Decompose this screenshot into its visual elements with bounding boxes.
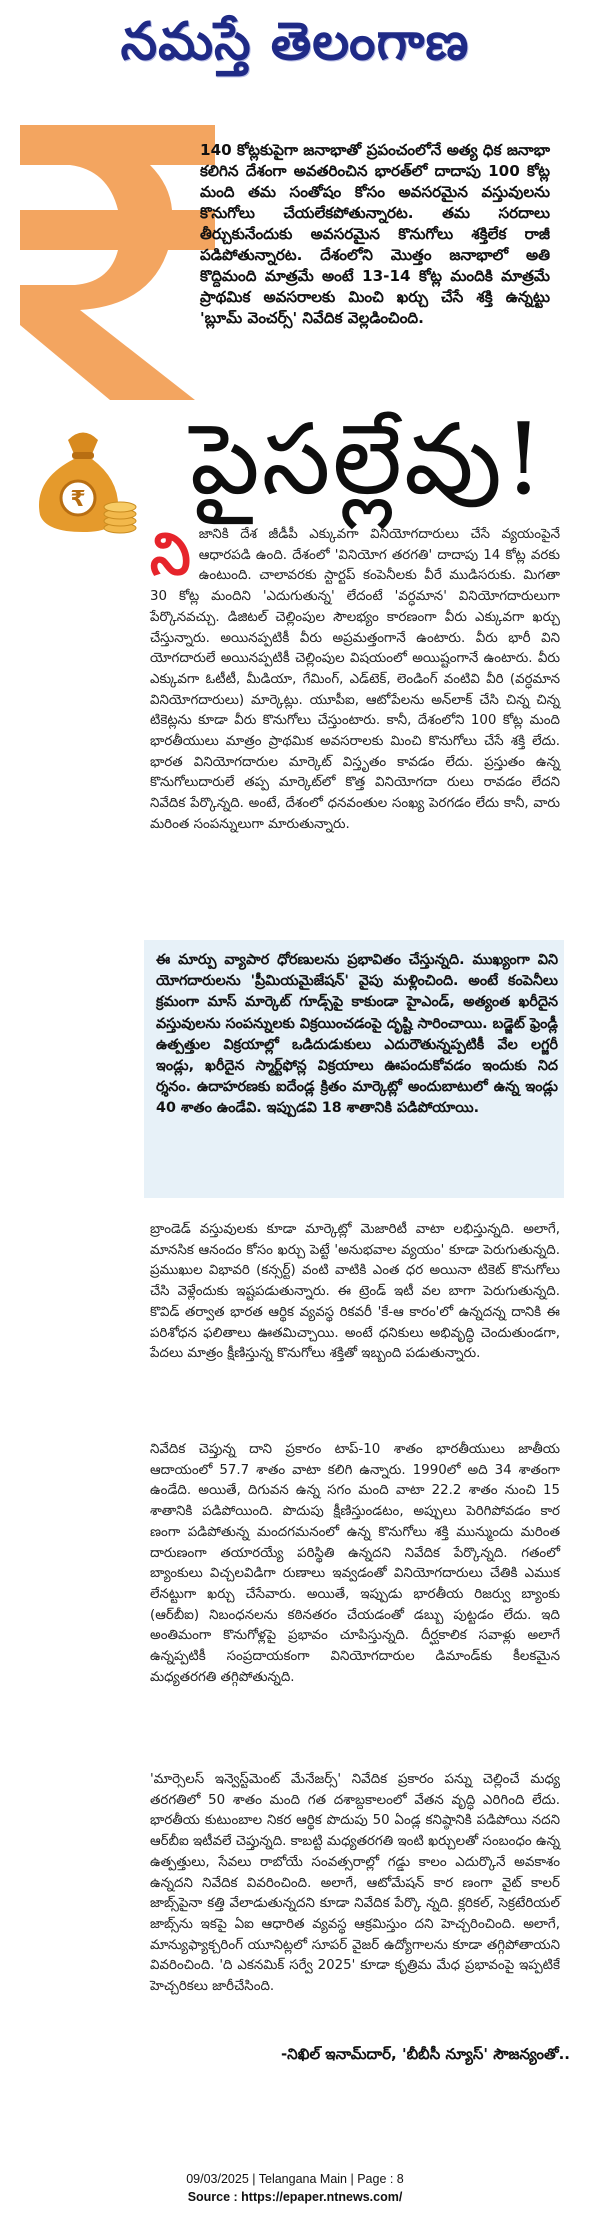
article-paragraph-1 [150,520,560,836]
masthead [0,0,590,96]
highlight-text: ఈ మార్పు వ్యాపార ధోరణులను ప్రభావితం చేస్తున్నది. ముఖ్యంగా విని యోగదారులను 'ప్రీమియమైజేషన్' వైపు మళ్లించింది. అంటే కంపెనీలు క్రమంగా మాస్ మార్కెట్ గూడ్స్‌పై కాకుండా హైఎండ్, అత్యంత ఖరీదైన వస్తువులను సంపన్నులకు విక్రయించడంపై దృష్టి సారించాయి. బడ్జెట్ ఫ్రెండ్లీ ఉత్పత్తుల విక్రయాల్లో ఒడిదుడుకులు ఎదురౌతున్నప్పటికీ వేల లగ్జరీ ఇండ్లు, ఖరీదైన స్మార్ట్‌ఫోన్ల విక్రయాలు ఊపందుకోవడం ఇందుకు నిద ర్శనం. ఉదాహరణకు ఐదేండ్ల క్రితం మార్కెట్లో అందుబాటులో ఉన్న ఇండ్లు 40 శాతం ఉండేవి. ఇప్పుడవి 18 శాతానికి పడిపోయాయి. [156,952,558,1117]
dropcap: ని [150,520,191,588]
paragraph-text: జానికి దేశ జీడీపీ ఎక్కువగా వినియోగదారులు చేసే వ్యయంపైనే ఆధారపడి ఉంది. దేశంలో 'వినియోగ తరగతి' దాదాపు 14 కోట్ల వరకు ఉంటుంది. చాలావరకు స్టార్టప్ కంపెనీలకు వీరే ముడిసరుకు. మిగతా 30 కోట్ల మందిని 'ఎదుగుతున్న' లేదంటే 'వర్ధమాన' వినియోగదారులుగా పేర్కొనవచ్చు. డిజిటల్ చెల్లింపుల సౌలభ్యం కారణంగా వీరు ఎక్కువగా ఖర్చు చేస్తున్నారు. అయినప్పటికీ వీరు అప్రమత్తంగానే ఉంటారు. వీరు భారీ విని యోగదారులే అయినప్పటికీ చెల్లింపుల విషయంలో అయిష్టంగానే ఉంటారు. వీరు ఎక్కువగా ఓటీటీ, మీడియా, గేమింగ్, ఎడ్‌టెక్, లెండింగ్ వంటివి వీరి (వర్ధమాన వినియోగదారులు) మార్కెట్లు. యూపీఐ, ఆటోపేలను అన్‌లాక్ చేసి చిన్న చిన్న టికెట్లను కూడా వీరు కొనుగోలు చేస్తుంటారు. కానీ, దేశంలోని 100 కోట్ల మంది భారతీయులు మాత్రం ప్రాథమిక అవసరాలకు మించి కొనుగోలు చేసే శక్తి లేదు. భారత వినియోగదారుల మార్కెట్ విస్తృతం కావడం లేదు. ప్రస్తుతం ఉన్న కొనుగోలుదారులే తప్ప మార్కెట్‌లో కొత్త వినియోగదా రులు రావడం లేదని నివేదిక పేర్కొన్నది. అంటే, దేశంలో ధనవంతుల సంఖ్య పెరగడం లేదు కానీ, వారు మరింత సంపన్నులుగా మారుతున్నారు. [150,527,560,832]
money-bag-icon [28,420,138,538]
article-paragraph-4 [150,1770,560,1998]
svg-text:₹: ₹ [70,487,86,512]
rupee-symbol-icon [0,110,230,410]
source-link[interactable]: Source : https://epaper.ntnews.com/ [187,2190,403,2204]
footer [0,2170,590,2206]
newspaper-title: నమస్తే తెలంగాణ [120,11,470,72]
dateline: 09/03/2025 | Telangana Main | Page : 8 [186,2172,404,2186]
paragraph-text: 'మార్సెలస్ ఇన్వెస్ట్‌మెంట్ మేనేజర్స్' నివేదిక ప్రకారం పన్ను చెల్లించే మధ్య తరగతిలో 50 శాతం మంది గత దశాబ్దకాలంలో వేతన వృద్ధి ఎరిగింది లేదు. భారతీయ కుటుంబాల నికర ఆర్థిక పొదుపు 50 ఏండ్ల కనిష్ఠానికి పడిపోయి నదని ఆర్‌బీఐ ఇటీవలే చెప్తున్నది. కాబట్టి మధ్యతరగతి ఇంటి ఖర్చులతో సంబంధం ఉన్న ఉత్పత్తులు, సేవలు రాబోయే సంవత్సరాల్లో గడ్డు కాలం ఎదుర్కొనే అవకాశం ఉన్నదని నివేదిక వివరించింది. అలాగే, ఆటోమేషన్ కార ణంగా వైట్ కాలర్ జాబ్స్‌పైనా కత్తి వేలాడుతున్నదని కూడా నివేదిక పేర్కొ న్నది. క్లరికల్, సెక్రటేరియల్ జాబ్స్‌ను ఇకపై ఏఐ ఆధారిత వ్యవస్థ ఆక్రమిస్తుం దని హెచ్చరించింది. అలాగే, మాన్యుఫ్యాక్చరింగ్ యూనిట్లలో సూపర్ వైజర్ ఉద్యోగాలను కూడా తగ్గిపోతాయని వివరించింది. 'ది ఎకనమిక్ సర్వే 2025' కూడా కృత్రిమ మేధ ప్రభావంపై ఇప్పటికే హెచ్చరికలు జారీచేసింది. [150,1772,561,1995]
article-paragraph-3 [150,1440,560,1688]
article-paragraph-2 [150,1220,560,1365]
paragraph-text: బ్రాండెడ్ వస్తువులకు కూడా మార్కెట్లో మెజారిటీ వాటా లభిస్తున్నది. అలాగే, మానసిక ఆనందం కోసం ఖర్చు పెట్టే 'అనుభవాల వ్యయం' కూడా పెరుగుతున్నది. ప్రముఖుల విభావరి (కన్సర్ట్) వంటి వాటికి ఎంత ధర అయినా టికెట్ కొనుగోలు చేసి వెళ్లేందుకు ఇష్టపడుతున్నారు. ఈ ట్రెండ్ ఇటీ వల బాగా పెరుగుతున్నది. కొవిడ్ తర్వాత భారత ఆర్థిక వ్యవస్థ రికవరీ 'కే-ఆ కారం'లో ఉన్నదన్న దానికి ఈ పరిశోధన ఫలితాలు ఊతమిచ్చాయి. అంటే ధనికులు అభివృద్ధి చెందుతుండగా, పేదలు మాత్రం క్షీణిస్తున్న కొనుగోలు శక్తితో ఇబ్బంది పడుతున్నారు. [150,1222,560,1362]
article-intro: 140 కోట్లకుపైగా జనాభాతో ప్రపంచంలోనే అత్య ధిక జనాభా కలిగిన దేశంగా అవతరించిన భారత్‌లో దాదాపు 100 కోట్ల మంది తమ సంతోషం కోసం అవసరమైన వస్తువులను కొనుగోలు చేయలేకపోతున్నారట. తమ సరదాలు తీర్చుకునేందుకు అవసరమైన కొనుగోలు శక్తిలేక రాజీ పడిపోతున్నారట. దేశంలోని మొత్తం జనాభాలో అతి కొద్దిమంది మాత్రమే అంటే 13-14 కోట్ల మందికి మాత్రమే ప్రాథమిక అవసరాలకు మించి ఖర్చు చేసే శక్తి ఉన్నట్టు 'బ్లూమ్ వెంచర్స్' నివేదిక వెల్లడించింది. [200,141,550,327]
byline: -నిఖిల్ ఇనామ్‌దార్, 'బీబీసీ న్యూస్' సౌజన్యంతో.. [280,2045,570,2063]
headline: పైసల్లేవు! [190,403,546,517]
paragraph-text: నివేదిక చెప్తున్న దాని ప్రకారం టాప్-10 శాతం భారతీయులు జాతీయ ఆదాయంలో 57.7 శాతం వాటా కలిగి ఉన్నారు. 1990లో అది 34 శాతంగా ఉండేది. అయితే, దిగువన ఉన్న సగం మంది వాటా 22.2 శాతం నుంచి 15 శాతానికి పడిపోయింది. పొదుపు క్షీణిస్తుండటం, అప్పులు పెరిగిపోవడం కార ణంగా పడిపోతున్న మందగమనంలో ఉన్న కొనుగోలు శక్తి మున్ముందు మరింత దారుణంగా తయారయ్యే పరిస్థితి ఉన్నదని నివేదిక పేర్కొన్నది. గతంలో బ్యాంకులు విచ్చలవిడిగా రుణాలు ఇవ్వడంతో వినియోగదారులు చేతికి ఎముక లేనట్టుగా ఖర్చు చేసేవారు. అయితే, ఇప్పుడు భారతీయ రిజర్వు బ్యాంకు (ఆర్‌బీఐ) నిబంధనలను కఠినతరం చేయడంతో డబ్బు పుట్టడం లేదు. ఇది అంతిమంగా కొనుగోళ్లపై ప్రభావం చూపిస్తున్నది. దీర్ఘకాలిక సవాళ్లు అలాగే ఉన్నప్పటికీ సంప్రదాయకంగా వినియోగదారుల డిమాండ్‌కు కీలకమైన మధ్యతరగతి తగ్గిపోతున్నది. [150,1442,560,1685]
